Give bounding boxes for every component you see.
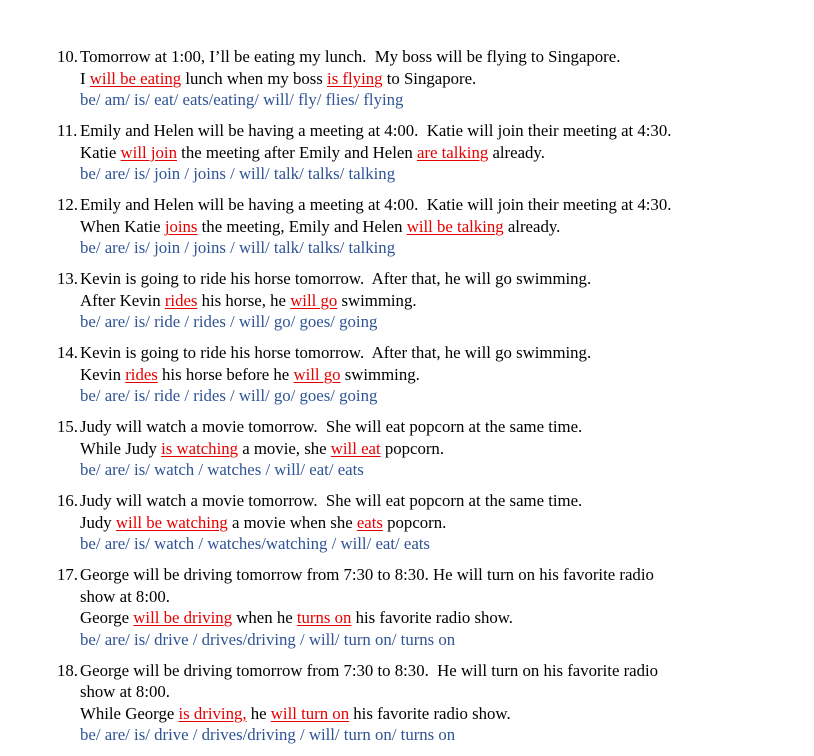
sentence-middle: his horse, he [197,290,291,310]
sentence-end: popcorn. [380,438,445,458]
item-number: 18. [57,660,78,680]
answer-sentence [80,703,684,725]
exercise-item-10 [57,46,684,111]
answer-blank-2: will be talking [406,216,504,236]
prompt-sentence: Tomorrow at 1:00, I’ll be eating my lunch. My boss will be flying to Singapore. [80,47,621,66]
word-options: be/ are/ is/ ride / rides / will/ go/ goes/ going [80,386,378,405]
answer-sentence [80,216,684,238]
prompt-sentence: George will be driving tomorrow from 7:30 to 8:30. He will turn on his favorite radio show at 8:00. [80,660,663,701]
sentence-end: his favorite radio show. [349,703,511,723]
sentence-start: I [80,68,90,88]
prompt-sentence: Kevin is going to ride his horse tomorrow. After that, he will go swimming. [80,343,592,362]
answer-sentence [80,364,684,386]
exercise-item-12 [57,194,684,259]
item-body [80,194,684,259]
sentence-start: While Judy [80,438,162,458]
exercise-item-16 [57,490,684,555]
answer-sentence [80,290,684,312]
exercise-item-18 [57,660,684,746]
item-body [80,342,684,407]
sentence-middle: a movie when she [227,512,357,532]
item-body [80,46,684,111]
sentence-middle: the meeting after Emily and Helen [176,142,417,162]
item-body [80,268,684,333]
item-body [80,416,684,481]
prompt-sentence: Kevin is going to ride his horse tomorrow. After that, he will go swimming. [80,269,592,288]
sentence-middle: lunch when my boss [181,68,328,88]
prompt-sentence: Judy will watch a movie tomorrow. She will eat popcorn at the same time. [80,491,583,510]
answer-blank-1: will join [120,142,177,162]
item-number: 12. [57,195,78,214]
word-options: be/ are/ is/ drive / drives/driving / will/ turn on/ turns on [80,725,456,744]
prompt-sentence: Emily and Helen will be having a meeting at 4:00. Katie will join their meeting at 4:30. [80,195,672,214]
word-options: be/ am/ is/ eat/ eats/eating/ will/ fly/ flies/ flying [80,90,404,109]
answer-blank-1: will be driving [133,608,233,627]
answer-blank-1: rides [164,290,198,310]
sentence-middle: his horse before he [157,364,294,384]
item-number: 17. [57,565,78,584]
item-body [80,490,684,555]
answer-blank-2: will go [290,290,338,310]
word-options: be/ are/ is/ watch / watches/watching / will/ eat/ eats [80,534,430,553]
exercise-item-13 [57,268,684,333]
sentence-start: Katie [80,142,121,162]
sentence-end: already. [488,142,545,162]
item-number: 11. [57,121,78,140]
sentence-start: George [80,608,134,627]
answer-blank-1: will be eating [89,68,182,88]
word-options: be/ are/ is/ join / joins / will/ talk/ talks/ talking [80,238,396,257]
sentence-end: swimming. [340,364,420,384]
answer-blank-2: eats [356,512,383,532]
prompt-sentence: George will be driving tomorrow from 7:30 to 8:30. He will turn on his favorite radio show at 8:00. [80,565,659,606]
item-body [80,660,684,746]
sentence-middle: when he [232,608,297,627]
sentence-start: Judy [80,512,116,532]
answer-blank-2: is flying [327,68,383,88]
answer-blank-2: will go [293,364,341,384]
sentence-end: his favorite radio show. [351,608,513,627]
sentence-end: swimming. [337,290,417,310]
word-options: be/ are/ is/ watch / watches / will/ eat/ eats [80,460,364,479]
item-number: 14. [57,343,78,362]
answer-blank-1: rides [125,364,158,384]
word-options: be/ are/ is/ ride / rides / will/ go/ goes/ going [80,312,378,331]
prompt-sentence: Judy will watch a movie tomorrow. She will eat popcorn at the same time. [80,417,583,436]
answer-blank-1: will be watching [115,512,228,532]
answer-sentence [80,142,684,164]
answer-sentence [80,438,684,460]
item-number: 10. [57,47,78,66]
answer-blank-1: joins [164,216,198,236]
answer-blank-2: will eat [330,438,381,458]
answer-blank-2: will turn on [270,703,350,723]
exercise-item-14 [57,342,684,407]
word-options: be/ are/ is/ drive / drives/driving / will/ turn on/ turns on [80,629,456,649]
prompt-sentence: Emily and Helen will be having a meeting at 4:00. Katie will join their meeting at 4:30. [80,121,672,140]
answer-blank-1: is watching [161,438,239,458]
exercise-item-11 [57,120,684,185]
answer-blank-2: turns on [296,608,352,627]
answer-sentence [80,68,684,90]
sentence-start: When Katie [80,216,165,236]
item-number: 16. [57,491,78,510]
sentence-middle: a movie, she [238,438,331,458]
sentence-start: Kevin [80,364,126,384]
answer-blank-1: is driving, [178,703,247,723]
sentence-start: While George [80,703,179,723]
item-body [80,120,684,185]
word-options: be/ are/ is/ join / joins / will/ talk/ talks/ talking [80,164,396,183]
sentence-middle: he [246,703,271,723]
exercise-item-17 [57,564,684,650]
sentence-end: already. [503,216,561,236]
answer-blank-2: are talking [416,142,489,162]
sentence-end: to Singapore. [382,68,477,88]
exercise-item-15 [57,416,684,481]
answer-sentence [80,607,684,629]
answer-sentence [80,512,684,534]
sentence-end: popcorn. [382,512,447,532]
item-body [80,564,684,650]
item-number: 15. [57,417,78,436]
sentence-middle: the meeting, Emily and Helen [197,216,407,236]
worksheet [57,46,684,755]
sentence-start: After Kevin [80,290,165,310]
item-number: 13. [57,269,78,288]
